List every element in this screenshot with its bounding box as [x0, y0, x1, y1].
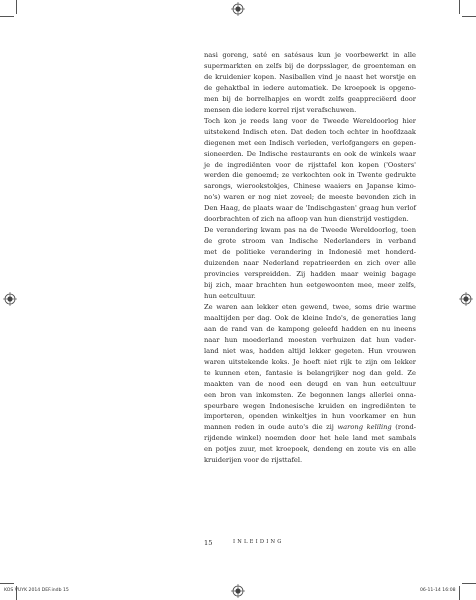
text-line: rijdende winkel) noemden door het hele land met sambals — [204, 434, 416, 443]
text-line: de gehaktbal in iedere automatiek. De kroepoek is opgeno- — [204, 83, 416, 92]
text-line: sarongs, wierookstokjes, Chinese waaiers en Japanse kimo- — [204, 182, 416, 191]
text-line: aan de rand van de kampong geleefd hadden en nu ineens — [204, 324, 416, 333]
text-line: een bron van inkomsten. Ze begonnen langs allerlei onna- — [204, 390, 416, 399]
text-line: Toch kon je reeds lang voor de Tweede Wereldoorlog hier — [204, 116, 416, 125]
text-line: mannen reden in oude auto's die zij warong keliling (rond- — [204, 423, 416, 432]
registration-mark-left-icon — [3, 292, 17, 306]
crop-mark — [462, 16, 476, 17]
text-line: land niet was, hadden altijd lekker gegeten. Hun vrouwen — [204, 346, 416, 355]
text-line: en potjes zuur, met kroepoek, dendeng en zoute vis en alle — [204, 445, 416, 454]
text-line: diegenen met een Indisch verleden, verlofgangers en gepen- — [204, 138, 416, 147]
text-line: de grote stroom van Indische Nederlanders in verband — [204, 237, 416, 246]
paragraph — [204, 50, 416, 116]
text-line: speurbare wegen Indonesische kruiden en ingrediënten te — [204, 401, 416, 410]
text-line: uitstekend Indisch eten. Dat deden toch echter in hoofdzaak — [204, 127, 416, 136]
text-line: de kruidenier kopen. Nasiballen vind je naast het worstje en — [204, 72, 416, 81]
text-line: mensen die iedere korrel rijst verafschuwen. — [204, 105, 357, 114]
text-line: werden die genoemd; ze verkochten ook in Twente gedrukte — [204, 171, 416, 180]
crop-mark — [459, 0, 460, 14]
text-line: je de ingrediënten voor de rijsttafel kon kopen ('Oosters' — [204, 160, 416, 169]
crop-mark — [459, 586, 460, 600]
text-line: Den Haag, de plaats waar de 'Indischgasten' graag hun verlof — [204, 204, 416, 213]
text-line: no's) waren er nog niet zoveel; de meeste bevonden zich in — [204, 193, 416, 202]
registration-mark-bottom-icon — [231, 584, 245, 598]
registration-mark-top-icon — [231, 2, 245, 16]
text-line: kruiderijen voor de rijsttafel. — [204, 456, 303, 465]
text-line: importeren, openden winkeltjes in hun voorkamer en hun — [204, 412, 416, 421]
paragraph — [204, 225, 416, 302]
crop-mark — [462, 583, 476, 584]
text-line: hun eetcultuur. — [204, 291, 256, 300]
text-line: duizenden naar Nederland repatrieerden en zich over alle — [204, 259, 416, 268]
text-line: doorbrachten of zich na afloop van hun dienstrijd vestigden. — [204, 215, 409, 224]
page-number: 15 — [204, 539, 213, 547]
text-line: men bij de borrelhapjes en wordt zelfs geappreciëerd door — [204, 94, 416, 103]
crop-mark — [0, 583, 14, 584]
registration-mark-right-icon — [459, 292, 473, 306]
text-line: nasi goreng, saté en satésaus kun je voorbewerkt in alle — [204, 51, 416, 59]
body-text — [204, 50, 416, 466]
text-line: bij zich, maar brachten hun eetgewoonten mee, meer zelfs, — [204, 281, 416, 290]
text-line: sioneerden. De Indische restaurants en ook de winkels waar — [204, 149, 416, 158]
paragraph — [204, 116, 416, 226]
text-line: waren uitstekende koks. Je hoeft niet rijk te zijn om lekker — [204, 357, 416, 366]
running-head: INLEIDING — [233, 539, 284, 545]
crop-mark — [16, 0, 17, 14]
text-line: naar hun moederland moesten verhuizen dat hun vader- — [204, 335, 416, 344]
text-line: te kunnen eten, fantasie is belangrijker nog dan geld. Ze — [204, 368, 416, 377]
text-line: De verandering kwam pas na de Tweede Wereldoorlog, toen — [204, 226, 416, 235]
crop-mark — [0, 16, 14, 17]
text-line: Ze waren aan lekker eten gewend, twee, soms drie warme — [204, 302, 416, 311]
text-line: maakten van de nood een deugd en van hun eetcultuur — [204, 379, 416, 388]
slug-file-info: KOS VUYK 2014 DEF.indb 15 — [4, 588, 69, 593]
text-line: met de politieke verandering in Indonesië met honderd- — [204, 248, 416, 257]
italic-term: warong keliling — [337, 423, 392, 432]
text-line: supermarkten en zelfs bij de dorpsslager, de groenteman en — [204, 61, 416, 70]
paragraph — [204, 302, 416, 466]
slug-timestamp: 06-11-14 16:08 — [420, 588, 456, 593]
text-line: provincies verspreidden. Zij hadden maar weinig bagage — [204, 270, 416, 279]
text-line: maaltijden per dag. Ook de kleine Indo's, de generaties lang — [204, 313, 416, 322]
